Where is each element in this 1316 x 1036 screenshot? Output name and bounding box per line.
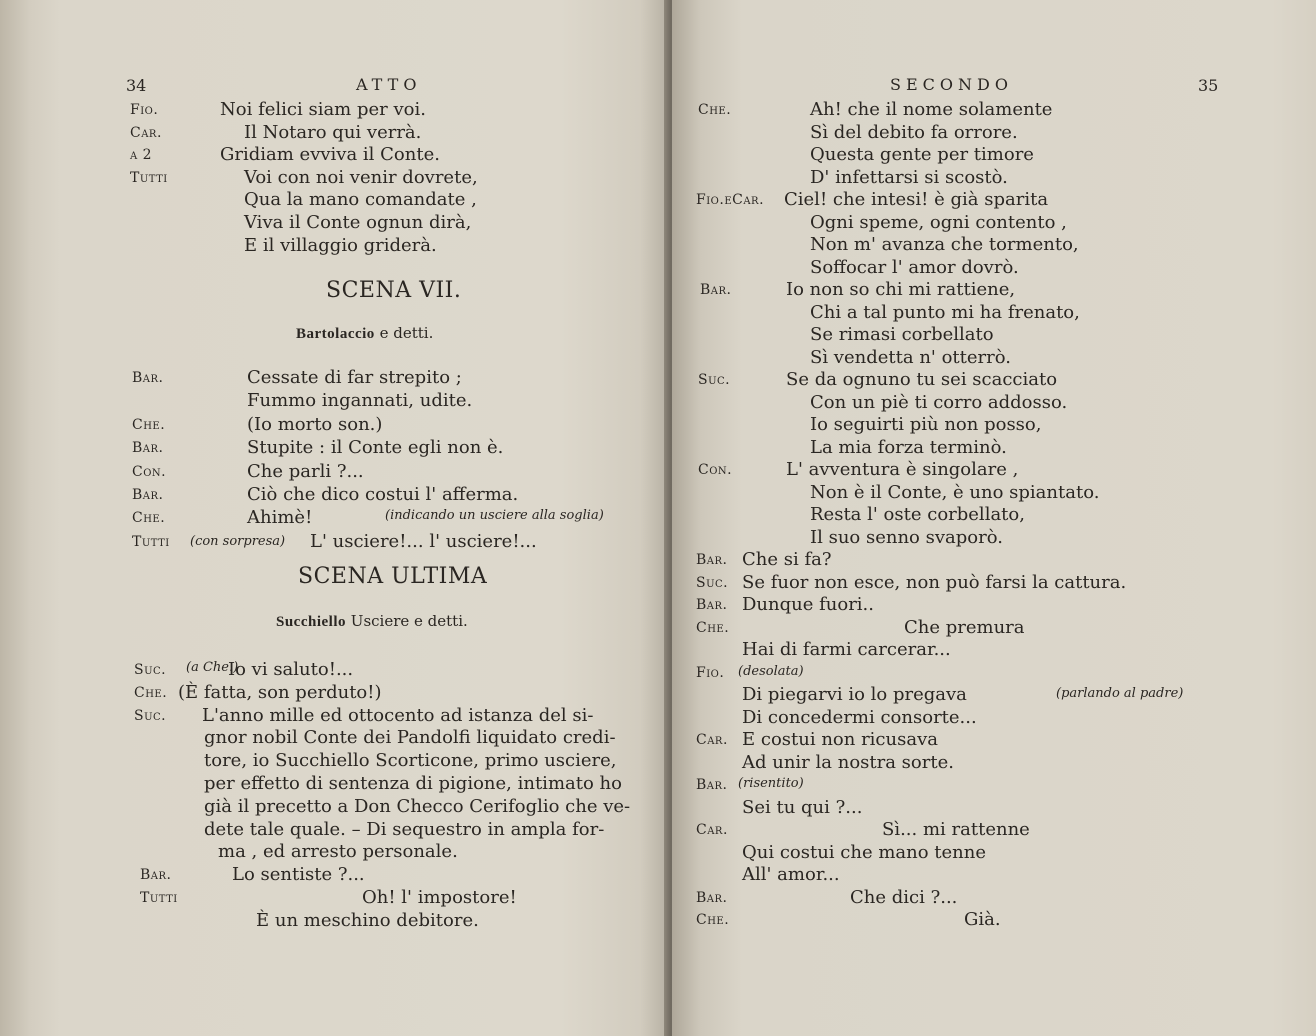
- verse-line: tore, io Succhiello Scorticone, primo usciere,: [204, 750, 617, 772]
- verse-line: Io non so chi mi rattiene,: [786, 279, 1016, 300]
- verse-line: Qua la mano comandate ,: [244, 189, 477, 211]
- stage-direction: (con sorpresa): [190, 533, 286, 549]
- speaker-label: Fio.: [696, 664, 725, 681]
- verse-line: Che dici ?...: [850, 886, 958, 908]
- verse-line: Ogni speme, ogni contento ,: [810, 211, 1067, 233]
- speaker-label: Bar.: [696, 889, 728, 906]
- speaker-label: Bar.: [696, 597, 728, 613]
- speaker-label: Bar.: [132, 440, 164, 457]
- character-name-bold: Succhiello: [276, 614, 347, 630]
- stage-direction: (a Che.): [186, 660, 239, 675]
- verse-line: per effetto di sentenza di pigione, intimato ho: [204, 773, 622, 794]
- verse-line: Voi con noi venir dovrete,: [244, 166, 478, 188]
- verse-line: Io vi saluto!...: [228, 659, 354, 680]
- character-name-bold: Bartolaccio: [296, 326, 375, 342]
- character-rest: Usciere e detti.: [350, 612, 468, 630]
- speaker-label: Fio.: [130, 102, 159, 118]
- verse-line: Resta l' oste corbellato,: [810, 504, 1025, 525]
- verse-line: Il suo senno svaporò.: [810, 526, 1003, 548]
- verse-line: Cessate di far strepito ;: [247, 367, 462, 388]
- verse-line: E costui non ricusava: [742, 729, 938, 750]
- verse-line: È un meschino debitore.: [256, 909, 479, 931]
- verse-line: L' avventura è singolare ,: [786, 459, 1019, 480]
- verse-line: ma , ed arresto personale.: [218, 841, 458, 863]
- verse-line: Già.: [964, 909, 1001, 930]
- stage-direction: (parlando al padre): [1056, 686, 1184, 701]
- running-head-right: SECONDO: [890, 75, 1013, 94]
- speaker-label: Con.: [698, 462, 733, 478]
- page-number-right: 35: [1198, 76, 1219, 95]
- verse-line: Se fuor non esce, non può farsi la cattura.: [742, 571, 1127, 593]
- verse-line: Se da ognuno tu sei scacciato: [786, 369, 1058, 390]
- verse-line: Che si fa?: [742, 549, 832, 570]
- verse-line: Io seguirti più non posso,: [810, 414, 1042, 435]
- speaker-label: Bar.: [132, 370, 164, 386]
- scene-characters-vii: [296, 324, 433, 343]
- verse-line: Noi felici siam per voi.: [220, 99, 426, 120]
- verse-line: gnor nobil Conte dei Pandolfi liquidato credi-: [204, 727, 616, 749]
- verse-line: Gridiam evviva il Conte.: [220, 144, 440, 166]
- verse-line: Hai di farmi carcerar...: [742, 639, 951, 660]
- verse-line: Viva il Conte ognun dirà,: [244, 212, 472, 233]
- running-head-left: ATTO: [356, 75, 422, 94]
- verse-line: Fummo ingannati, udite.: [247, 390, 473, 412]
- verse-line: Non m' avanza che tormento,: [810, 234, 1079, 255]
- speaker-label: Che.: [696, 619, 730, 636]
- verse-line: Di piegarvi io lo pregava: [742, 684, 967, 705]
- speaker-label: Bar.: [700, 282, 732, 298]
- verse-line: Ah! che il nome solamente: [810, 99, 1053, 120]
- scene-characters-ultima: [276, 612, 468, 631]
- verse-line: D' infettarsi si scostò.: [810, 166, 1008, 188]
- page-number-left: 34: [126, 76, 147, 95]
- verse-line: Chi a tal punto mi ha frenato,: [810, 301, 1080, 323]
- verse-line: dete tale quale. – Di sequestro in ampla for-: [204, 818, 605, 840]
- verse-line: Ciel! che intesi! è già sparita: [784, 189, 1049, 210]
- speaker-label: Suc.: [696, 574, 729, 591]
- speaker-label: Car.: [696, 822, 728, 838]
- verse-line: Oh! l' impostore!: [362, 887, 517, 908]
- speaker-label: Tutti: [130, 169, 168, 186]
- verse-line: Dunque fuori..: [742, 594, 875, 615]
- speaker-label: Suc.: [698, 372, 731, 388]
- verse-line: Che premura: [904, 616, 1025, 638]
- speaker-label: Tutti: [140, 890, 178, 906]
- verse-line: Che parli ?...: [247, 460, 364, 482]
- speaker-label: Car.: [696, 732, 728, 748]
- verse-line: Stupite : il Conte egli non è.: [247, 437, 504, 459]
- verse-line: Se rimasi corbellato: [810, 324, 994, 345]
- verse-line: Sì vendetta n' otterrò.: [810, 346, 1011, 368]
- verse-line: L'anno mille ed ottocento ad istanza del si-: [202, 704, 594, 726]
- speaker-label: Tutti: [132, 533, 170, 550]
- speaker-label: Car.: [130, 124, 162, 141]
- verse-line: Ciò che dico costui l' afferma.: [247, 484, 519, 505]
- speaker-label: Suc.: [134, 707, 167, 724]
- verse-line: Questa gente per timore: [810, 144, 1034, 165]
- verse-line: L' usciere!... l' usciere!...: [310, 530, 537, 552]
- speaker-label: Con.: [132, 463, 167, 480]
- scene-title-vii: SCENA VII.: [326, 278, 462, 303]
- verse-line: Ad unir la nostra sorte.: [742, 751, 954, 773]
- speaker-label: Che.: [696, 912, 730, 928]
- character-rest: e detti.: [379, 324, 434, 342]
- speaker-label: Che.: [134, 684, 168, 701]
- verse-line: Il Notaro qui verrà.: [244, 121, 422, 143]
- verse-line: Sì del debito fa orrore.: [810, 121, 1018, 143]
- verse-line: Con un piè ti corro addosso.: [810, 391, 1068, 413]
- speaker-label: Suc.: [134, 662, 167, 678]
- verse-line: All' amor...: [742, 864, 840, 885]
- verse-line: Di concedermi consorte...: [742, 706, 977, 728]
- speaker-label: Bar.: [140, 867, 172, 884]
- stage-direction: (risentito): [738, 776, 804, 791]
- verse-line: Soffocar l' amor dovrò.: [810, 256, 1019, 278]
- speaker-label: a 2: [130, 147, 153, 164]
- speaker-label: Che.: [132, 416, 166, 433]
- verse-line: (Io morto son.): [247, 413, 383, 435]
- speaker-label: Fio.eCar.: [696, 192, 765, 208]
- stage-direction: (indicando un usciere alla soglia): [385, 508, 604, 524]
- verse-line: E il villaggio griderà.: [244, 234, 437, 256]
- speaker-label: Bar.: [132, 487, 164, 503]
- verse-line: Lo sentiste ?...: [232, 864, 365, 886]
- stage-direction: (desolata): [738, 663, 804, 679]
- verse-line: già il precetto a Don Checco Cerifoglio che ve-: [204, 795, 631, 817]
- verse-line: Sì... mi rattenne: [882, 819, 1030, 840]
- scene-title-ultima: SCENA ULTIMA: [298, 564, 488, 589]
- speaker-label: Bar.: [696, 777, 728, 793]
- verse-line: (È fatta, son perduto!): [178, 681, 382, 703]
- verse-line: Sei tu qui ?...: [742, 796, 863, 818]
- verse-line: Ahimè!: [247, 507, 313, 529]
- verse-line: La mia forza terminò.: [810, 436, 1007, 458]
- right-page: [672, 0, 1316, 1036]
- verse-line: Non è il Conte, è uno spiantato.: [810, 481, 1100, 503]
- speaker-label: Che.: [698, 102, 732, 118]
- verse-line: Qui costui che mano tenne: [742, 841, 987, 863]
- speaker-label: Che.: [132, 510, 166, 527]
- speaker-label: Bar.: [696, 552, 728, 568]
